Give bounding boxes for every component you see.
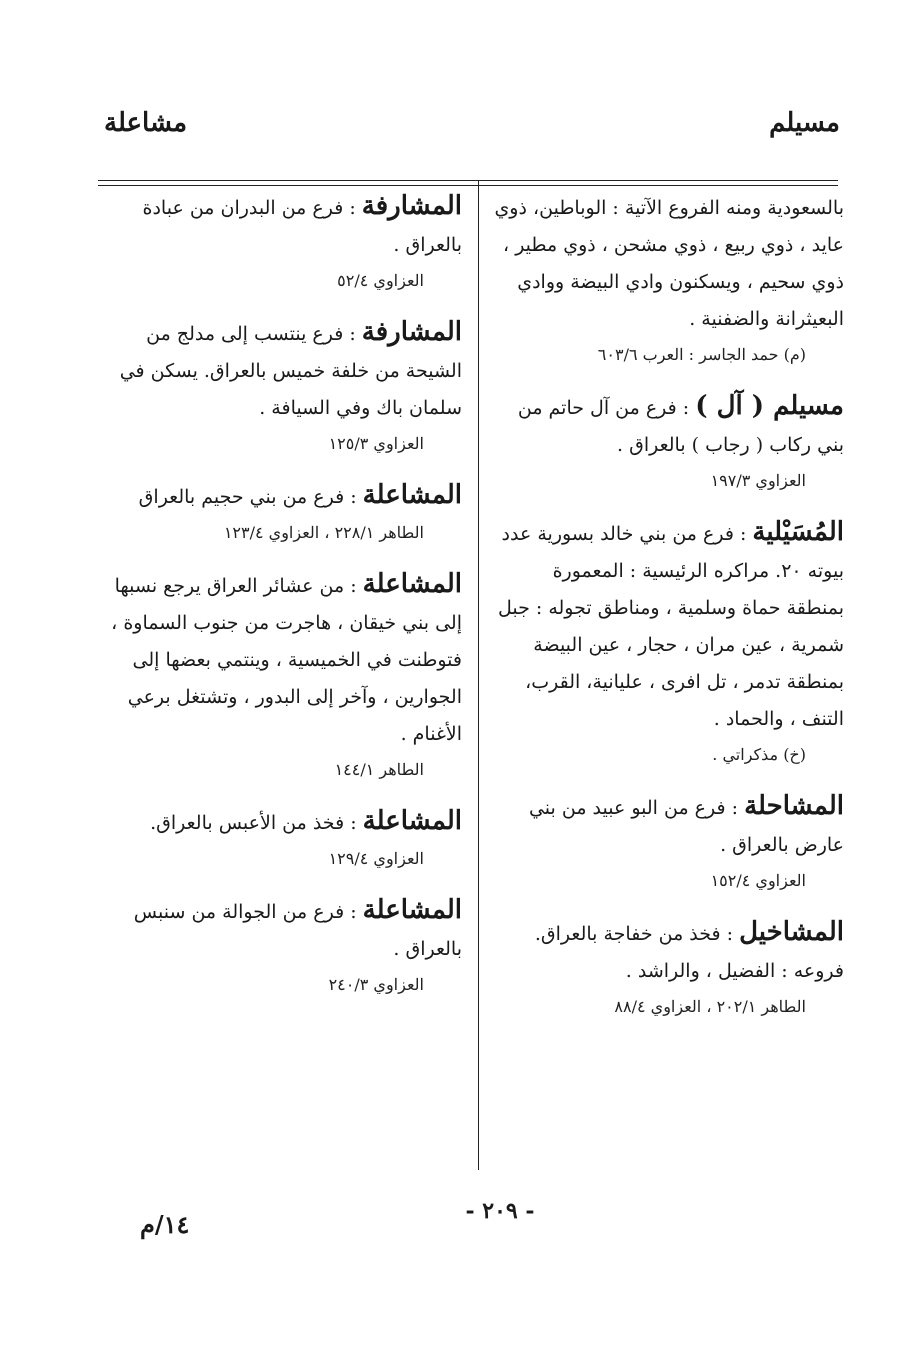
entry: [492, 914, 844, 1022]
entry-body: : فرع من البدران من عبادة بالعراق .: [142, 197, 462, 256]
entry-headword: المشارفة: [361, 191, 462, 221]
entry-reference: العزاوي ١٢٥/٣: [328, 434, 424, 453]
entry-reference: (م) حمد الجاسر : العرب ٦٠٣/٦: [597, 345, 806, 364]
entry-body: : فرع من بني خالد بسورية عدد بيوته ٢٠. مراكره الرئيسية : المعمورة بمنطقة حماة وسلمية ، ومناطق تجوله : جبل شمرية ، عين مران ، حجار ، عين البيضة بمنطقة تدمر ، تل افرى ، عليانية، القرب، التنف ، والحماد .: [497, 523, 844, 730]
left-column: [110, 188, 462, 1018]
entry-headword: المشاخيل: [739, 917, 844, 947]
signature-mark: ١٤/م: [140, 1210, 190, 1239]
entry-text: [492, 514, 844, 738]
page-number: - ٢٠٩ -: [465, 1198, 535, 1224]
entry: [110, 188, 462, 296]
entry-text: [110, 892, 462, 968]
entry-reference: العزاوي ٥٢/٤: [337, 271, 424, 290]
entry-headword: المشارفة: [361, 317, 462, 347]
entry-body: : من عشائر العراق يرجع نسبها إلى بني خيقان ، هاجرت من جنوب السماوة ، فتوطنت في الخميسية ، وينتمي بعضها إلى الجوارين ، وآخر إلى البدور ، وتشتغل برعي الأغنام .: [111, 575, 462, 745]
entry-text: [492, 914, 844, 990]
entry-headword: مسيلم ( آل ): [695, 391, 844, 421]
entry-text: [110, 477, 462, 516]
entry-reference: الطاهر ٢٠٢/١ ، العزاوي ٨٨/٤: [614, 997, 806, 1016]
right-column: [492, 188, 844, 1040]
entry-text: [110, 188, 462, 264]
entry: [110, 803, 462, 874]
entry-headword: المشاعلة: [362, 569, 462, 599]
entry-reference: العزاوي ١٢٩/٤: [328, 849, 424, 868]
entry-reference: (خ) مذكراتي .: [712, 745, 806, 764]
entry-body: : فرع ينتسب إلى مدلج من الشيحة من خلفة خميس بالعراق. يسكن في سلمان باك وفي السيافة .: [119, 323, 462, 419]
entry: [492, 388, 844, 496]
entry-headword: المشاعلة: [362, 806, 462, 836]
header-rule-top: [98, 180, 838, 181]
entry-reference: العزاوي ١٩٧/٣: [710, 471, 806, 490]
entry-body: : فرع من الجوالة من سنبس بالعراق .: [133, 901, 462, 960]
entry-text: [110, 314, 462, 427]
entry-headword: المشاحلة: [744, 791, 844, 821]
running-head-right: مسيلم: [769, 108, 840, 138]
entry: [492, 514, 844, 770]
entry: [110, 892, 462, 1000]
entry-headword: المشاعلة: [362, 895, 462, 925]
entry-headword: المُسَيْلية: [752, 517, 844, 547]
entry-body: : فخذ من الأعبس بالعراق.: [150, 812, 363, 834]
entry-reference: العزاوي ٢٤٠/٣: [328, 975, 424, 994]
column-divider: [478, 180, 479, 1170]
entry: [492, 788, 844, 896]
entry-body: : فرع من آل حاتم من بني ركاب ( رجاب ) بالعراق .: [517, 397, 844, 456]
entry: [110, 477, 462, 548]
entry-reference: الطاهر ١٤٤/١: [334, 760, 424, 779]
entry-reference: الطاهر ٢٢٨/١ ، العزاوي ١٢٣/٤: [223, 523, 424, 542]
running-head-left: مشاعلة: [104, 108, 188, 138]
entry-text: [110, 566, 462, 753]
header-rule-bottom: [98, 185, 838, 186]
entry-text: [492, 788, 844, 864]
entry: [492, 188, 844, 370]
entry-text: [492, 388, 844, 464]
entry-body: : فرع من البو عبيد من بني عارض بالعراق .: [528, 797, 844, 856]
entry-text: [492, 188, 844, 338]
entry-body: : فخذ من خفاجة بالعراق. فروعه : الفضيل ، والراشد .: [534, 923, 844, 982]
entry: [110, 314, 462, 459]
entry-reference: العزاوي ١٥٢/٤: [710, 871, 806, 890]
entry-headword: المشاعلة: [362, 480, 462, 510]
entry-body: بالسعودية ومنه الفروع الآتية : الوباطين، ذوي عايد ، ذوي ربيع ، ذوي مشحن ، ذوي مطير ، ذوي سحيم ، ويسكنون وادي البيضة ووادي البعيثرانة والضفنية .: [494, 197, 844, 330]
entry-body: : فرع من بني حجيم بالعراق: [138, 486, 363, 508]
entry-text: [110, 803, 462, 842]
entry: [110, 566, 462, 785]
